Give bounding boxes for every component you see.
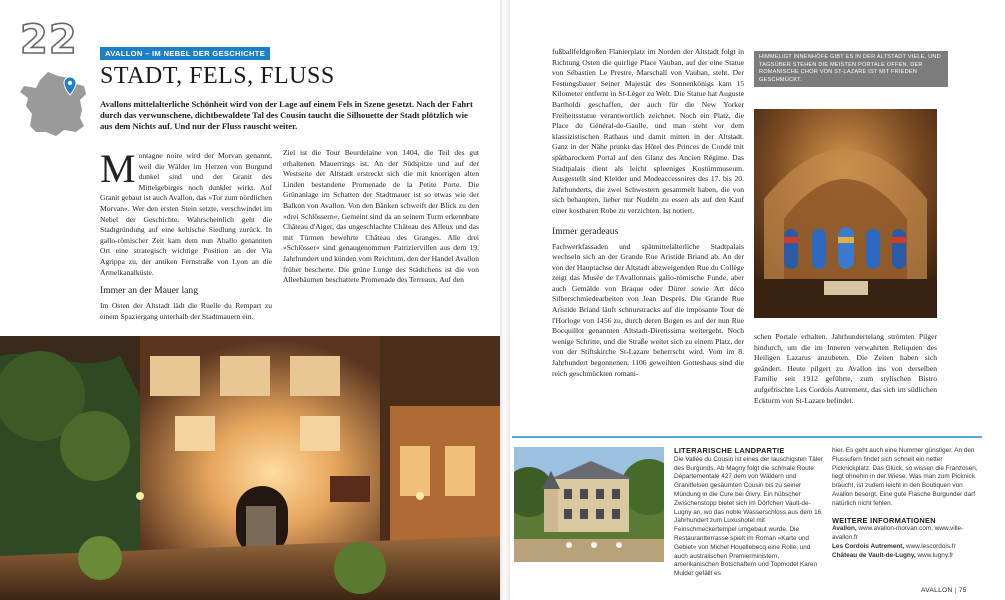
info-box-heading: LITERARISCHE LANDPARTIE xyxy=(674,446,785,455)
church-interior-photo xyxy=(754,109,937,318)
left-column-1 xyxy=(100,146,272,322)
right-column-1-top xyxy=(552,47,744,379)
subheading: Immer geradeaus xyxy=(552,225,619,237)
body-text: Im Osten der Altstadt lädt die Ruelle du Rempart zu einem Spaziergang unterhalb der Stadtmauern ein. xyxy=(100,301,272,321)
chateau-photo xyxy=(514,447,664,562)
body-text: Ziel ist die Tour Beurdelaine von 1404, die Teil des gut erhaltenen Mauerrings ist. An der Südspitze und auf der Westseite der Altstadt erstreckt sich die mit knorrigen alten Linden bestandene Promenade de la Petite Porte. Die Grünanlage im Schatten der Stadtmauer ist so etwas wie der Balkon von Avallon. Von den Bänken schweift der Blick zu den »drei Schlössern«. Gemeint sind da an seinem Turm erkennbare Château d'Aiger, das ungeschlachte Château des Alleux und das mit Türmen bewehrte Château des Granges. Alle drei »Schlösser« sind genaugenommen Patriziervillen aus dem 19. Jahrhundert und künden vom Reichtum, den der Handel Avallon früher bescherte. Die grüne Lunge des Städtchens ist die von Alleebäumen beschattete Promenade des Terreaux. Auf den xyxy=(283,148,479,285)
more-info-heading: WEITERE INFORMATIONEN xyxy=(832,515,936,525)
page-footer xyxy=(921,587,967,594)
category-tag: AVALLON – IM NEBEL DER GESCHICHTE xyxy=(100,47,270,60)
france-map-icon xyxy=(18,70,90,138)
street-photo xyxy=(0,336,501,600)
footer-separator: | xyxy=(954,587,957,594)
info-link-cordois[interactable]: Les Cordois Autrement, www.lescordois.fr xyxy=(832,542,956,550)
info-box-text-continued: hier. Es geht auch eine Nummer günstiger. An den Flussufern findet sich schnell ein netter Picknickplatz. Das Glück, so wissen die Franzosen, liegt ohnehin in der Wiese. Was man zum Picknick braucht, ist zudem leicht in den Boutiquen von Avallon besorgt. Eine gute Flasche Burgunder darf natürlich nicht fehlen. xyxy=(832,447,978,507)
info-box-column-1 xyxy=(674,447,824,579)
photo-caption: HIMMELIGT INNENHÖFE GIBT ES IN DER ALTSTADT VIELE, UND TAGSÜBER STEHEN DIE MEISTEN PORTALE OFFEN. DER ROMANISCHE CHOR VON ST-LAZARE IST MIT FRIEDEN GESCHMÜCKT. xyxy=(754,51,948,87)
page-gutter xyxy=(500,0,510,600)
page-headline: STADT, FELS, FLUSS xyxy=(100,63,335,89)
drop-cap: M xyxy=(100,146,136,191)
body-text: schen Portale erhalten. Jahrhundertelang strömten Pilger hindurch, um die im Inneren verwahrten Reliquien des Heiligen Lazarus anzubeten. Die Zeiten haben sich geändert. Heute pilgert zu Avallon ins von derselben Familie seit 1912 geführte, zum stylischen Bistro aufgefrischte Les Cordois Autrement, das sich im südlichen Eckturm von St-Lazare befindet. xyxy=(754,332,937,405)
intro-paragraph: Avallons mittelalterliche Schönheit wird von der Lage auf einem Fels in Szene gesetzt. Nach der Fahrt durch das verwunschene, dichtbewaldete Tal des Cousin taucht die Silhouette der Stadt plötzlich wie aus dem Nichts auf. Und nur der Fluss rauscht weiter. xyxy=(100,99,473,132)
right-column-2-bottom xyxy=(754,332,937,406)
info-link-chateau[interactable]: Château de Vault-de-Lugny, www.lugny.fr xyxy=(832,551,954,559)
body-text: fußballfeldgroßen Flanierplatz im Norden der Altstadt folgt in Richtung Osten die quirlige Place Vauban, auf der eine Statue von Sébastien Le Prestre, Marschall von Vauban, steht. Der Festungsbauer Seiner Majestät des Sonnenkönigs kam 15 Kilometer entfernt in St-Léger zu Welt. Die Statue hat Auguste Bartholdi geschaffen, der auch für die New Yorker Freiheitsstatue verantwortlich zeichnet. Noch ein Platz, die Place du Général-de-Gaulle, und man steht vor dem klassizistischen Rathaus und damit mitten in der Altstadt. Ganz in der Nähe prunkt das Hôtel des Princes de Condé mit spätbarockem Portal auf den Glanz des Ancien Régime. Das Stadtpalais dient als leicht spleeniges Kostümmuseum. Ausgestellt sind Kleider und Modeaccessoires des 17. bis 20. Jahrhunderts, die zwei Schwestern gesammelt haben, die von sich behaupten, lieber nur Nudeln zu essen als auf den Kauf einer kostbaren Robe zu verzichten. Ist notiert. xyxy=(552,47,744,215)
left-column-2 xyxy=(283,148,479,286)
footer-section: AVALLON xyxy=(921,587,953,594)
page-number: 75 xyxy=(958,587,967,594)
body-text: ontagne noire wird der Morvan genannt, weil die Wälder im Herzen von Burgund dunkel sind und der Granit des Mittelgebirges noch dunkler wirkt. Auf Granit gebaut ist auch Avallon, das »Tor zum nördlichen Morvan«. Wer den ersten Stein setzte, verschwindet im Nebel der Geschichte. Wahrscheinlich geht die Stadtgründung auf eine keltische Siedlung zurück. In gallo-römischer Zeit kam dem nun Aballo genannten Ort eine strategisch wichtige Position an der Via Agrippa zu, der antiken Fernstraße von Lyon an die Ärmelkanalküste. xyxy=(100,151,272,277)
info-box-column-2 xyxy=(832,447,980,561)
subheading: Immer an der Mauer lang xyxy=(100,285,199,297)
info-link-avallon[interactable]: Avallon, www.avallon-morvan.com, www.ville-avallon.fr xyxy=(832,525,964,542)
body-text: Fachwerkfassaden und spätmittelalterliche Stadtpalais wechseln sich an der Grande Rue Aristide Briand ab. An der von der Hauptachse der Altstadt abzweigenden Rue du Collège zeigt das Musée de l'Avallonnais gallo-römische Funde, aber auch Gemälde von Braque oder Dürer sowie Art déco Silberschmiedearbeiten von Jean Desprès. Die Grande Rue Aristide Briand läuft schnurstracks auf die imposante Tour de l'Horloge von 1456 zu, durch deren Bogen es auf der nun Rue Bocquillot genannten Altstadt-Diretissima weitergeht. Noch wenige Schritte, und die Straße weitet sich zu einem Platz, der von der Stiftskirche St-Lazare beherrscht wird. Vom im 8. Jahrhundert begonnenen, 1106 geweihten Gotteshaus sind die reich geschmückten romani- xyxy=(552,241,744,378)
info-box-text: Die Vallée du Cousin ist eines der lauschigsten Täler des Burgunds. Ab Magny folgt die schmale Route Départementale 427 dem von Wäldern und Granitfelsen gesäumten Cousin bis zu seiner Mündung in die Cure bei Givry. Ein hübscher Zwischenstopp bietet sich im Dörfchen Vault-de-Lugny an, wo das noble Wasserschloss aus dem 16. Jahrhundert zum Luxushotel mit Feinschmeckertempel umgebaut wurde. Die Restaurantterrasse spielt im Roman »Karte und Gebiet« von Michel Houellebecq eine Rolle, und auch australischen Premierministern, amerikanischen Botschaftern und Topmodel Karen Mulder gefällt es xyxy=(674,455,823,578)
chapter-number: 22 xyxy=(20,17,78,63)
